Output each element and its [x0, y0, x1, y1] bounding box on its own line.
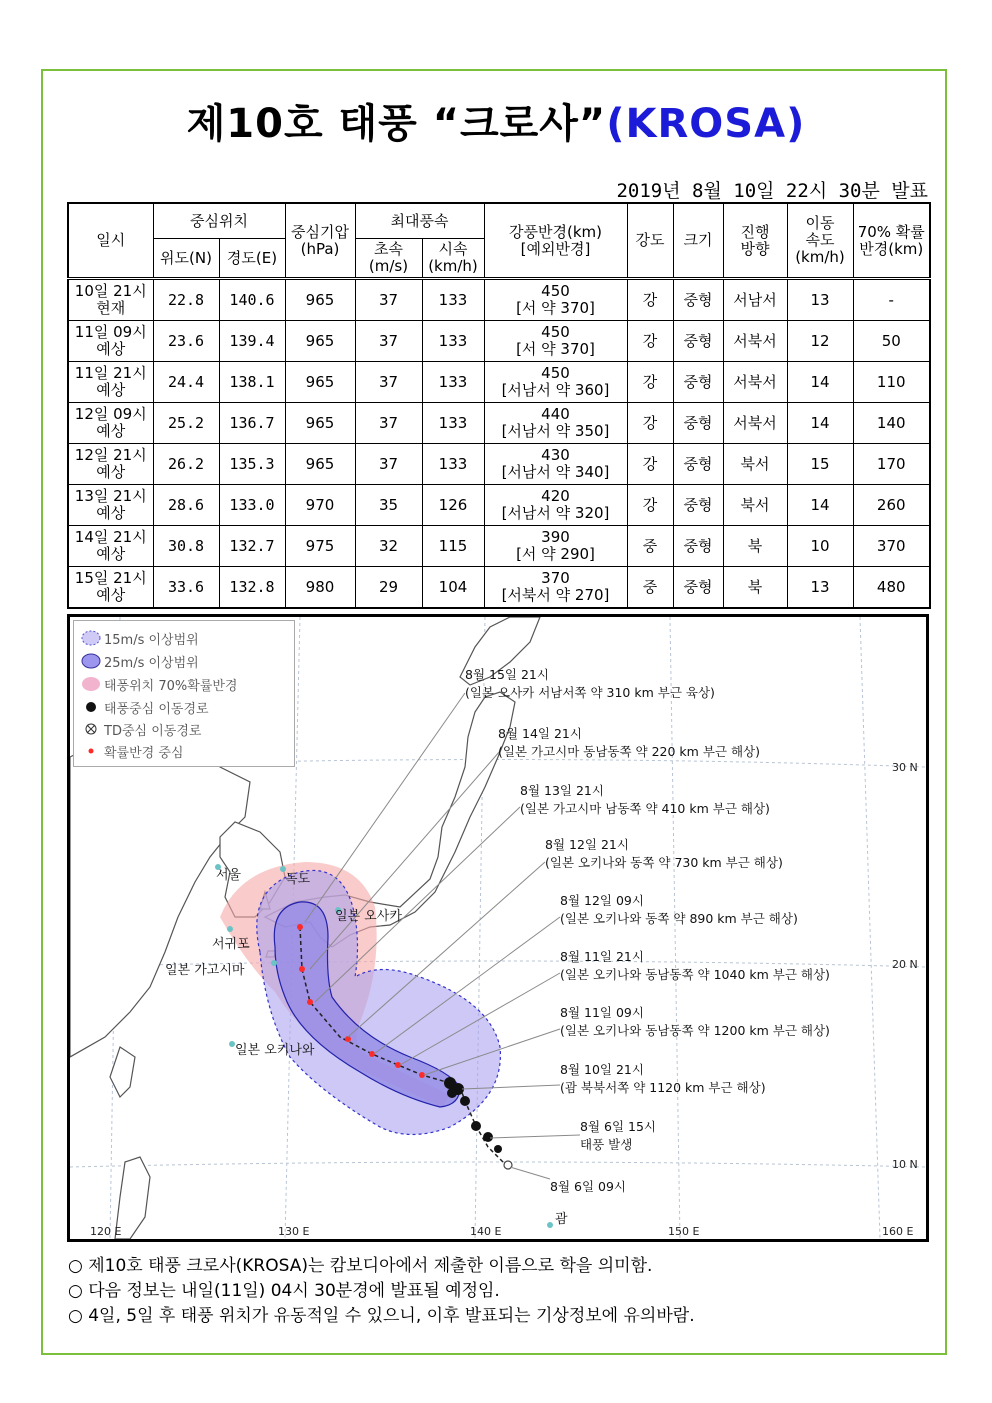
notes — [68, 1254, 695, 1329]
cell-wind-ms: 35 — [355, 485, 422, 526]
cell-wind-kmh: 115 — [422, 526, 484, 567]
label-guam: 괌 — [555, 1212, 568, 1227]
cell-strength: 강 — [627, 279, 673, 321]
cell-strength: 중 — [627, 567, 673, 609]
cell-size: 중형 — [673, 321, 723, 362]
table-row — [68, 485, 930, 526]
cell-speed: 14 — [787, 485, 853, 526]
cell-direction: 북서 — [723, 485, 787, 526]
cell-prob-radius: 370 — [853, 526, 930, 567]
annot-desc: (일본 오키나와 동남동쪽 약 1040 km 부근 해상) — [560, 967, 830, 982]
table-row — [68, 403, 930, 444]
cell-strength: 중 — [627, 526, 673, 567]
typhoon-track-map — [67, 614, 929, 1242]
cell-wind-ms: 37 — [355, 279, 422, 321]
legend-dot-icon — [89, 749, 94, 754]
lon-label: 160 E — [882, 1225, 914, 1238]
header-lat: 위도(N) — [153, 239, 219, 279]
cell-time: 11일 09시 예상 — [68, 321, 153, 362]
annot-desc: (일본 오키나와 동쪽 약 890 km 부근 해상) — [560, 911, 798, 926]
cell-time: 15일 21시 예상 — [68, 567, 153, 609]
legend-item: TD중심 이동경로 — [104, 724, 202, 739]
prob-center-dot — [297, 924, 303, 930]
cell-speed: 14 — [787, 362, 853, 403]
legend-item: 확률반경 중심 — [104, 746, 184, 761]
annot-date: 8월 12일 09시 — [560, 893, 644, 908]
header-ms: 초속 (m/s) — [355, 239, 422, 279]
annot-desc: (일본 가고시마 동남동쪽 약 220 km 부근 해상) — [498, 744, 760, 759]
table-row — [68, 362, 930, 403]
legend-item: 15m/s 이상범위 — [104, 633, 199, 648]
header-radius: 강풍반경(km) [예외반경] — [484, 203, 627, 279]
cell-pressure: 965 — [285, 403, 355, 444]
cell-size: 중형 — [673, 526, 723, 567]
typhoon-icon — [494, 1145, 502, 1153]
annot-desc: (일본 오사카 서남서쪽 약 310 km 부근 육상) — [465, 685, 715, 700]
cell-radius: 420 [서남서 약 320] — [484, 485, 627, 526]
cell-wind-kmh: 133 — [422, 362, 484, 403]
prob-center-dot — [299, 966, 305, 972]
cell-direction: 서남서 — [723, 279, 787, 321]
cell-prob-radius: 170 — [853, 444, 930, 485]
cell-pressure: 965 — [285, 321, 355, 362]
lon-label: 130 E — [278, 1225, 310, 1238]
lat-label: 20 N — [892, 958, 918, 971]
typhoon-icon — [447, 1088, 457, 1098]
cell-lon: 135.3 — [219, 444, 285, 485]
legend-prob-icon — [82, 677, 100, 691]
cell-time: 12일 21시 예상 — [68, 444, 153, 485]
cell-pressure: 970 — [285, 485, 355, 526]
header-center: 중심위치 — [153, 203, 285, 239]
cell-wind-ms: 37 — [355, 362, 422, 403]
cell-pressure: 980 — [285, 567, 355, 609]
header-pressure: 중심기압 (hPa) — [285, 203, 355, 279]
cell-prob-radius: 480 — [853, 567, 930, 609]
cell-lat: 22.8 — [153, 279, 219, 321]
cell-speed: 13 — [787, 279, 853, 321]
lat-label: 30 N — [892, 761, 918, 774]
typhoon-icon — [460, 1096, 470, 1106]
header-maxwind: 최대풍속 — [355, 203, 484, 239]
legend-typhoon-icon — [86, 702, 96, 712]
label-seoul: 서울 — [216, 868, 242, 883]
cell-lon: 140.6 — [219, 279, 285, 321]
td-center-icon — [504, 1161, 512, 1169]
cell-lon: 138.1 — [219, 362, 285, 403]
cell-size: 중형 — [673, 403, 723, 444]
annot-date: 8월 13일 21시 — [520, 783, 604, 798]
cell-lon: 132.7 — [219, 526, 285, 567]
header-lon: 경도(E) — [219, 239, 285, 279]
label-seogwipo: 서귀포 — [212, 937, 250, 952]
header-time: 일시 — [68, 203, 153, 279]
cell-speed: 13 — [787, 567, 853, 609]
table-row — [68, 321, 930, 362]
cell-prob-radius: 50 — [853, 321, 930, 362]
header-speed: 이동 속도 (km/h) — [787, 203, 853, 279]
cell-strength: 강 — [627, 321, 673, 362]
cell-speed: 14 — [787, 403, 853, 444]
cell-time: 12일 09시 예상 — [68, 403, 153, 444]
map-legend — [73, 620, 295, 767]
table-row — [68, 526, 930, 567]
lon-label: 150 E — [668, 1225, 700, 1238]
cell-wind-ms: 37 — [355, 444, 422, 485]
annot-desc: (일본 오키나와 동쪽 약 730 km 부근 해상) — [545, 855, 783, 870]
cell-direction: 서북서 — [723, 403, 787, 444]
cell-time: 13일 21시 예상 — [68, 485, 153, 526]
cell-strength: 강 — [627, 485, 673, 526]
city-marker — [271, 960, 277, 966]
cell-radius: 450 [서 약 370] — [484, 279, 627, 321]
forecast-table — [67, 202, 931, 609]
label-osaka: 일본 오사카 — [335, 909, 402, 924]
cell-lon: 136.7 — [219, 403, 285, 444]
annot-date: 8월 14일 21시 — [498, 726, 582, 741]
title-korean: 제10호 태풍 “크로사” — [186, 101, 607, 147]
cell-pressure: 965 — [285, 362, 355, 403]
city-marker — [227, 926, 233, 932]
cell-lat: 33.6 — [153, 567, 219, 609]
cell-time: 10일 21시 현재 — [68, 279, 153, 321]
cell-size: 중형 — [673, 485, 723, 526]
annot-date: 8월 6일 09시 — [550, 1179, 626, 1194]
cell-size: 중형 — [673, 567, 723, 609]
cell-wind-kmh: 104 — [422, 567, 484, 609]
cell-prob-radius: - — [853, 279, 930, 321]
cell-pressure: 965 — [285, 279, 355, 321]
cell-wind-kmh: 133 — [422, 444, 484, 485]
label-okinawa: 일본 오키나와 — [235, 1043, 315, 1058]
cell-strength: 강 — [627, 362, 673, 403]
cell-direction: 북 — [723, 567, 787, 609]
legend-15ms-icon — [82, 631, 100, 645]
legend-item: 25m/s 이상범위 — [104, 656, 199, 671]
annot-date: 8월 15일 21시 — [465, 667, 549, 682]
cell-speed: 12 — [787, 321, 853, 362]
table-row — [68, 279, 930, 321]
cell-wind-ms: 37 — [355, 403, 422, 444]
note-line: ○ 제10호 태풍 크로사(KROSA)는 캄보디아에서 제출한 이름으로 학을 의미함. — [68, 1256, 653, 1276]
lon-label: 120 E — [90, 1225, 122, 1238]
cell-radius: 430 [서남서 약 340] — [484, 444, 627, 485]
cell-strength: 강 — [627, 444, 673, 485]
cell-radius: 440 [서남서 약 350] — [484, 403, 627, 444]
city-marker — [547, 1222, 553, 1228]
cell-lon: 133.0 — [219, 485, 285, 526]
cell-wind-ms: 37 — [355, 321, 422, 362]
cell-wind-kmh: 133 — [422, 279, 484, 321]
cell-time: 11일 21시 예상 — [68, 362, 153, 403]
annot-date: 8월 11일 21시 — [560, 949, 644, 964]
cell-wind-kmh: 126 — [422, 485, 484, 526]
cell-prob-radius: 260 — [853, 485, 930, 526]
cell-wind-kmh: 133 — [422, 403, 484, 444]
cell-wind-ms: 32 — [355, 526, 422, 567]
typhoon-icon — [471, 1121, 481, 1131]
header-kmh: 시속 (km/h) — [422, 239, 484, 279]
cell-radius: 450 [서 약 370] — [484, 321, 627, 362]
legend-25ms-icon — [82, 654, 100, 668]
cell-pressure: 975 — [285, 526, 355, 567]
cell-radius: 370 [서북서 약 270] — [484, 567, 627, 609]
cell-lat: 25.2 — [153, 403, 219, 444]
cell-radius: 450 [서남서 약 360] — [484, 362, 627, 403]
label-dokdo: 독도 — [285, 872, 311, 887]
cell-lat: 30.8 — [153, 526, 219, 567]
cell-lon: 139.4 — [219, 321, 285, 362]
prob-center-dot — [307, 999, 313, 1005]
header-direction: 진행 방향 — [723, 203, 787, 279]
cell-direction: 서북서 — [723, 321, 787, 362]
cell-prob-radius: 110 — [853, 362, 930, 403]
cell-direction: 서북서 — [723, 362, 787, 403]
cell-speed: 15 — [787, 444, 853, 485]
annot-desc: (일본 가고시마 남동쪽 약 410 km 부근 해상) — [520, 801, 770, 816]
title-latin: (KROSA) — [606, 101, 806, 147]
annot-desc: 태풍 발생 — [580, 1137, 633, 1152]
cell-speed: 10 — [787, 526, 853, 567]
cell-size: 중형 — [673, 279, 723, 321]
annot-desc: (괌 북북서쪽 약 1120 km 부근 해상) — [560, 1080, 766, 1095]
note-line: ○ 4일, 5일 후 태풍 위치가 유동적일 수 있으니, 이후 발표되는 기상정보에 유의바람. — [68, 1306, 695, 1326]
annot-date: 8월 6일 15시 — [580, 1119, 656, 1134]
cell-direction: 북 — [723, 526, 787, 567]
typhoon-icon — [483, 1132, 493, 1142]
cell-lat: 24.4 — [153, 362, 219, 403]
lon-label: 140 E — [470, 1225, 502, 1238]
cell-strength: 강 — [627, 403, 673, 444]
cell-wind-ms: 29 — [355, 567, 422, 609]
cell-pressure: 965 — [285, 444, 355, 485]
annot-date: 8월 10일 21시 — [560, 1062, 644, 1077]
lat-label: 10 N — [892, 1158, 918, 1171]
cell-prob-radius: 140 — [853, 403, 930, 444]
cell-size: 중형 — [673, 444, 723, 485]
table-row — [68, 567, 930, 609]
cell-wind-kmh: 133 — [422, 321, 484, 362]
annot-date: 8월 12일 21시 — [545, 837, 629, 852]
cell-lat: 23.6 — [153, 321, 219, 362]
header-prob-radius: 70% 확률 반경(km) — [853, 203, 930, 279]
issued-time: 2019년 8월 10일 22시 30분 발표 — [616, 180, 928, 202]
legend-item: 태풍위치 70%확률반경 — [104, 679, 238, 694]
header-strength: 강도 — [627, 203, 673, 279]
cell-lat: 28.6 — [153, 485, 219, 526]
track-annotations — [465, 667, 830, 1194]
legend-item: 태풍중심 이동경로 — [104, 702, 209, 717]
table-row — [68, 444, 930, 485]
legend-symbols — [78, 621, 106, 766]
cell-direction: 북서 — [723, 444, 787, 485]
cell-size: 중형 — [673, 362, 723, 403]
header-size: 크기 — [673, 203, 723, 279]
cell-lat: 26.2 — [153, 444, 219, 485]
cell-radius: 390 [서 약 290] — [484, 526, 627, 567]
annot-desc: (일본 오키나와 동남동쪽 약 1200 km 부근 해상) — [560, 1023, 830, 1038]
note-line: ○ 다음 정보는 내일(11일) 04시 30분경에 발표될 예정임. — [68, 1281, 500, 1301]
cell-lon: 132.8 — [219, 567, 285, 609]
cell-time: 14일 21시 예상 — [68, 526, 153, 567]
annot-date: 8월 11일 09시 — [560, 1005, 644, 1020]
page-title — [0, 92, 992, 149]
label-kagoshima: 일본 가고시마 — [165, 963, 245, 978]
